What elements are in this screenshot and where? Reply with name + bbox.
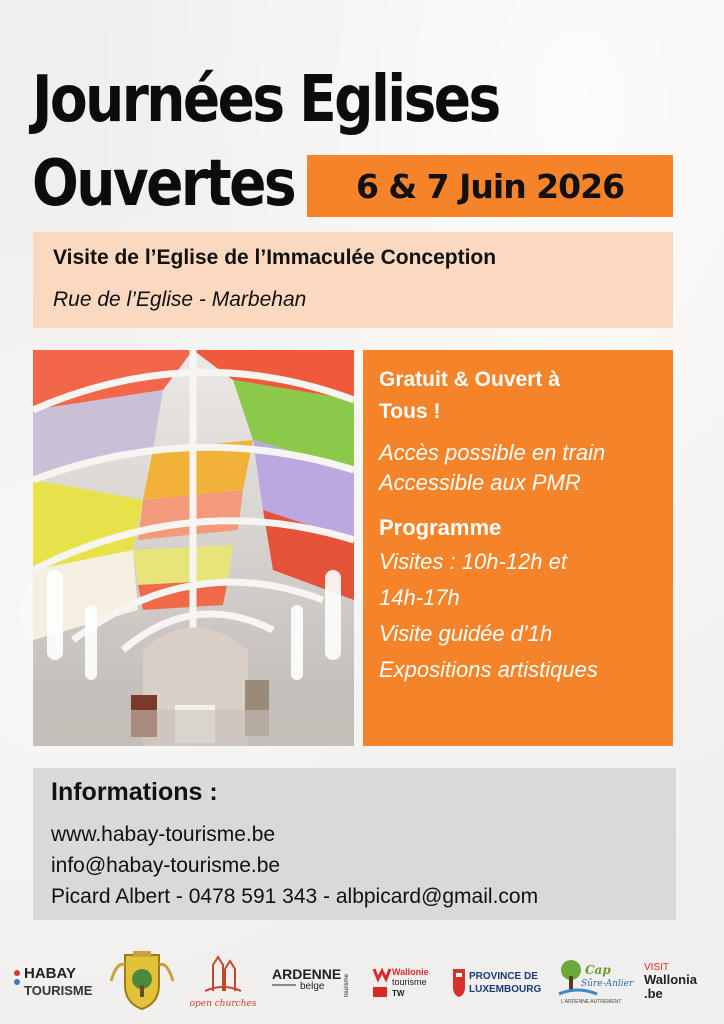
programme-item: 14h-17h xyxy=(379,585,460,610)
wallonie-tourisme-text: tourisme xyxy=(391,977,427,987)
cap-sure-anlier-logo xyxy=(557,951,633,1011)
habay-tourisme-logo xyxy=(12,951,94,1011)
date-badge: 6 & 7 Juin 2026 xyxy=(307,155,673,217)
ardenne-text: ARDENNE xyxy=(272,966,342,982)
luxembourg-text: LUXEMBOURG xyxy=(469,984,542,995)
programme-list xyxy=(379,544,657,688)
ardenne-tourisme-text: tourisme xyxy=(344,973,351,997)
sure-anlier-text: Sûre-Anlier xyxy=(580,979,633,989)
contact-website[interactable]: www.habay-tourisme.be xyxy=(51,823,276,846)
venue-box xyxy=(33,232,673,328)
access-info xyxy=(379,438,657,498)
wallonie-tourisme-logo xyxy=(370,951,434,1011)
programme-item: Visite guidée d’1h xyxy=(379,621,553,646)
free-entry xyxy=(379,364,657,428)
visit-wallonia-logo xyxy=(642,951,712,1011)
open-churches-text: open churches xyxy=(189,999,257,1009)
dot-be-text: .be xyxy=(643,986,663,1001)
contact-box xyxy=(33,768,676,920)
habay-text: HABAY xyxy=(24,965,76,982)
visit-text: VISIT xyxy=(643,962,669,973)
belge-text: belge xyxy=(300,981,325,992)
tourisme-text: TOURISME xyxy=(24,983,93,998)
programme-title: Programme xyxy=(379,515,502,540)
title-line-2: Ouvertes xyxy=(32,147,295,221)
venue-name: Visite de l’Eglise de l’Immaculée Conception xyxy=(53,246,497,269)
cap-tagline-text: L'ARDENNE AUTREMENT xyxy=(560,999,621,1005)
contact-email[interactable]: info@habay-tourisme.be xyxy=(51,854,281,877)
cap-text: Cap xyxy=(584,963,611,977)
partner-logos xyxy=(12,948,712,1014)
province-luxembourg-logo xyxy=(449,951,541,1011)
access-pmr: Accessible aux PMR xyxy=(379,470,581,495)
free-line-1: Gratuit & Ouvert à xyxy=(379,368,560,391)
contact-title: Informations : xyxy=(51,778,218,806)
open-churches-logo xyxy=(191,951,255,1011)
wallonia-text: Wallonia xyxy=(643,972,697,987)
commune-coat-of-arms-logo xyxy=(109,951,175,1011)
free-line-2: Tous ! xyxy=(379,400,441,423)
programme-item: Visites : 10h-12h et xyxy=(379,549,567,574)
programme-item: Expositions artistiques xyxy=(379,657,598,682)
wallonie-tw-text: TW xyxy=(391,989,405,998)
title-line-1: Journées Eglises xyxy=(32,63,499,137)
access-train: Accès possible en train xyxy=(379,440,606,465)
wallonie-text: Wallonie xyxy=(391,967,429,977)
ardenne-belge-logo xyxy=(270,951,354,1011)
province-text: PROVINCE DE xyxy=(469,971,539,982)
info-panel xyxy=(363,350,673,746)
contact-person: Picard Albert - 0478 591 343 - albpicard@gmail.com xyxy=(51,885,539,908)
church-interior-photo xyxy=(33,350,354,746)
venue-address: Rue de l’Eglise - Marbehan xyxy=(53,288,307,311)
